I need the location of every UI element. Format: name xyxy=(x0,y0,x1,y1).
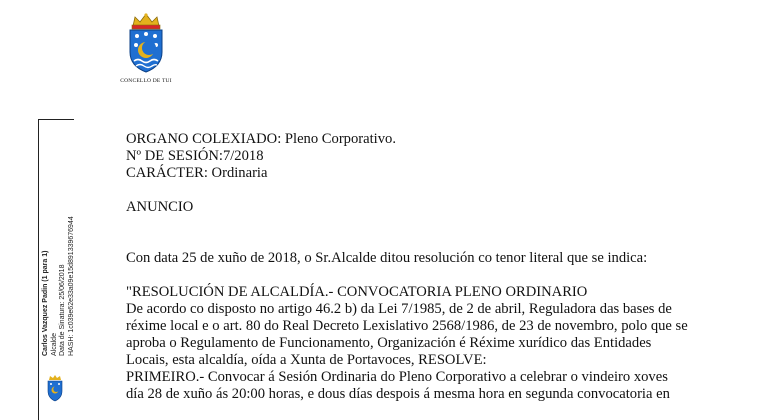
resolution-line: réxime local e o art. 80 do Real Decreto Lexislativo 2568/1986, de 23 de novembro, polo que se xyxy=(126,318,688,334)
signature-stamp xyxy=(42,216,76,356)
character-line: CARÁCTER: Ordinaria xyxy=(126,165,268,181)
signature-hash: HASH: 1c039e62e33a09e15d891339676944 xyxy=(67,216,75,356)
session-line: Nº DE SESIÓN:7/2018 xyxy=(126,148,264,164)
intro-paragraph: Con data 25 de xuño de 2018, o Sr.Alcalde ditou resolución co tenor literal que se indica: xyxy=(126,250,648,266)
resolution-line: PRIMEIRO.- Convocar á Sesión Ordinaria do Pleno Corporativo a celebrar o vindeiro xoves xyxy=(126,369,668,385)
logo-caption: CONCELLO DE TUI xyxy=(120,78,172,84)
resolution-line: aproba o Regulamento de Funcionamento, Organización é Réxime xurídico das Entidades xyxy=(126,335,652,351)
resolution-line: "RESOLUCIÓN DE ALCALDÍA.- CONVOCATORIA PLENO ORDINARIO xyxy=(126,284,588,300)
document-heading: ANUNCIO xyxy=(126,199,194,215)
mini-crest-icon xyxy=(45,374,65,402)
resolution-line: Locais, esta alcaldía, oída a Xunta de Portavoces, RESOLVE: xyxy=(126,352,487,368)
signer-name: Carlos Vazquez Padin (1 para 1) xyxy=(42,250,49,356)
organ-line: ORGANO COLEXIADO: Pleno Corporativo. xyxy=(126,131,396,147)
resolution-line: De acordo co disposto no artigo 46.2 b) da Lei 7/1985, de 2 de abril, Reguladora das bases de xyxy=(126,301,672,317)
concello-crest-logo xyxy=(124,12,168,74)
signature-date: Data de Sinatura: 25/06/2018 xyxy=(59,264,67,356)
resolution-line: día 28 de xuño ás 20:00 horas, e dous días despois á mesma hora en segunda convocatoria en xyxy=(126,386,670,402)
signer-role: Alcalde xyxy=(50,333,58,356)
